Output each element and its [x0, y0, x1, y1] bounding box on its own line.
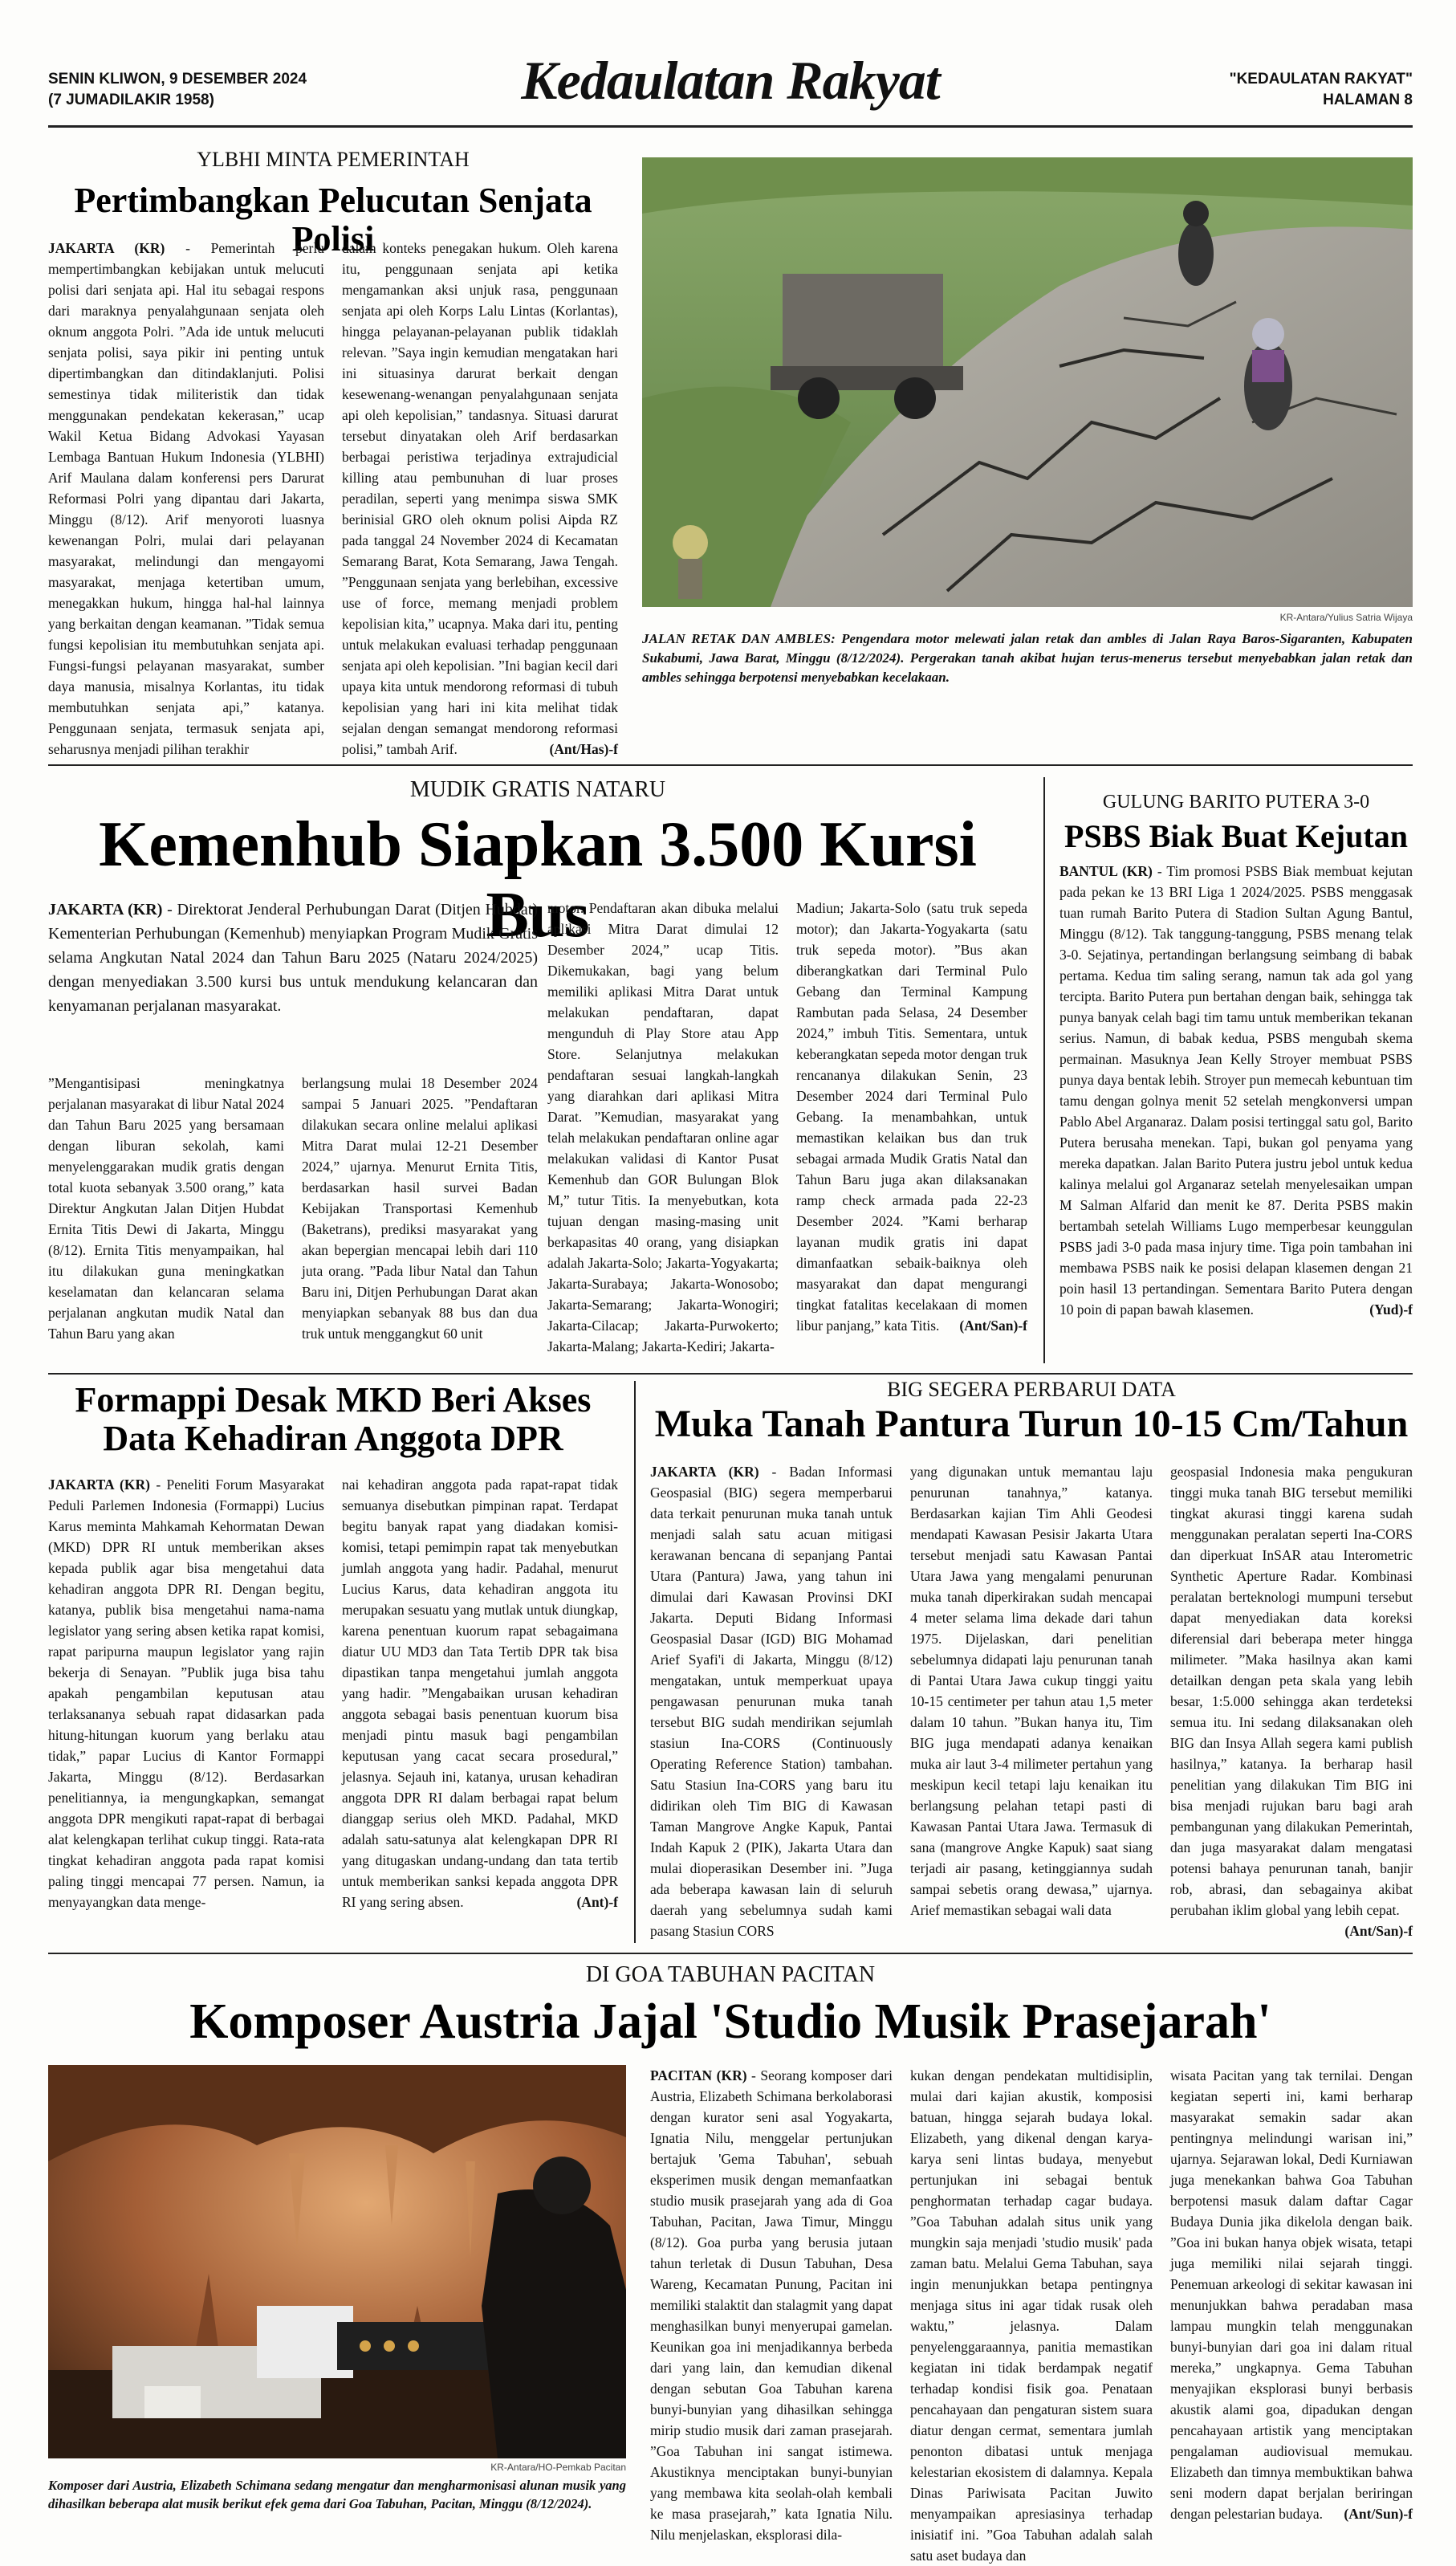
story2-body-right: [547, 898, 1027, 1363]
story6-col2-text: kukan dengan pendekatan multidisiplin, mulai dari kajian akustik, komposisi batuan, hingga sejarah budaya lokal. Elizabeth, yang dikenal dengan karya-karya seni lintas budaya, menyebut pertunjukan ini sebagai bentuk penghormatan terhadap cagar budaya. ”Goa Tabuhan adalah situs unik yang mungkin saja menjadi 'studio musik' pada zaman batu. Melalui Gema Tabuhan, saya ingin menunjukkan betapa pentingnya menjaga situs ini agar tidak rusak oleh waktu,” jelasnya. Dalam penyelenggaraannya, panitia memastikan kegiatan ini tidak berdampak negatif terhadap kondisi fisik goa. Penataan pencahayaan dan pengaturan sistem suara diatur dengan cermat, sementara jumlah penonton dibatasi untuk menjaga kelestarian ekosistem di dalamnya. Kepala Dinas Pariwisata Pacitan Juwito menyampaikan apresiasinya terhadap inisiatif ini. ”Goa Tabuhan adalah salah satu aset budaya dan: [910, 2067, 1153, 2564]
story1-col1: [48, 238, 324, 757]
story6-col3-text: wisata Pacitan yang tak ternilai. Dengan kegiatan seperti ini, kami berharap masyarakat semakin sadar akan pentingnya melindungi warisan ini,” ujarnya. Sejarawan lokal, Dedi Kurniawan juga menekankan bahwa Goa Tabuhan berpotensi masuk dalam daftar Cagar Budaya Dunia jika dikelola dengan baik. ”Goa ini bukan hanya objek wisata, tetapi juga memiliki nilai sejarah tinggi. Penemuan arkeologi di sekitar kawasan ini menunjukkan bahwa peradaban masa lampau mungkin telah menggunakan bunyi-bunyian dari goa ini dalam ritual mereka,” ungkapnya. Gema Tabuhan menyajikan eksplorasi bunyi berbasis akustik alami goa, dipadukan dengan pencahayaan artistik yang menciptakan pengalaman audiovisual memukau. Elizabeth dan timnya membuktikan bahwa seni modern dapat berjalan beriringan dengan pelestarian budaya.: [1170, 2067, 1413, 2522]
photo1-caption-label: JALAN RETAK DAN AMBLES:: [642, 631, 836, 646]
story4-headline-line1: Formappi Desak MKD Beri Akses: [75, 1380, 592, 1419]
story6-headline: Komposer Austria Jajal 'Studio Musik Prasejarah': [189, 1994, 1271, 2049]
story4-signature: (Ant)-f: [576, 1894, 618, 1910]
story5-col3: [1170, 1461, 1413, 1940]
section-rule-2: [48, 1373, 1413, 1375]
story4-col2: [342, 1474, 618, 1938]
story1-col1-text: - Pemerintah perlu mempertimbangkan kebijakan untuk melucuti polisi dari senjata api. Hal itu sebagai respons dari maraknya penyalahgunaan senjata oleh oknum anggota Polri. ”Ada ide untuk melucuti senjata polisi, saya pikir ini penting untuk dipertimbangkan dan ditindaklanjuti. Polisi semestinya tidak militeristik dan tidak menggunakan pendekatan kekerasan,” ucap Wakil Ketua Bidang Advokasi Yayasan Lembaga Bantuan Hukum Indonesia (YLBHI) Arif Maulana dalam konferensi pers Darurat Reformasi Polri yang dipantau dari Jakarta, Minggu (8/12). Arif menyoroti luasnya kewenangan Polri, mulai dari pelayanan masyarakat, melindungi dan mengayomi masyarakat, menjaga ketertiban umum, menegakkan hukum, hingga hal-hal lainnya yang berkaitan dengan keamanan. ”Tidak semua fungsi kepolisian itu membutuhkan senjata api. Fungsi-fungsi pelayanan masyarakat, sumber daya manusia, misalnya Korlantas, itu tidak membutuhkan senjata api,” katanya. Penggunaan senjata, termasuk senjata api, seharusnya menjadi pilihan terakhir: [48, 240, 324, 757]
photo2-credit: KR-Antara/HO-Pemkab Pacitan: [490, 2462, 626, 2473]
story5-headline: Muka Tanah Pantura Turun 10-15 Cm/Tahun: [654, 1403, 1409, 1445]
story6-kicker: DI GOA TABUHAN PACITAN: [585, 1962, 876, 1987]
paper-name: "KEDAULATAN RAKYAT": [1229, 71, 1413, 88]
story2-dateline: JAKARTA (KR): [48, 901, 163, 918]
cave-concert-photo: [48, 2065, 626, 2458]
story2-lead: [48, 898, 538, 1068]
story4-col2-text: nai kehadiran anggota pada rapat-rapat tidak semuanya disebutkan pimpinan rapat. Terdapat begitu banyak rapat yang diadakan komisi-komisi, tetapi pemimpin rapat tak menyebutkan jumlah anggota yang hadir. Padahal, menurut Lucius Karus, data kehadiran anggota itu merupakan sesuatu yang mutlak untuk diungkap, karena penentuan kuorum rapat sebagaimana diatur UU MD3 dan Tata Tertib DPR tak bisa dipastikan tanpa mengetahui jumlah anggota yang hadir. ”Mengabaikan urusan kehadiran anggota sebagai basis penentuan kuorum bisa menjadi pintu masuk bagi pengambilan keputusan yang cacat secara prosedural,” jelasnya. Sejauh ini, katanya, urusan kehadiran anggota DPR RI dalam berbagai rapat belum dianggap serius oleh MKD. Padahal, MKD adalah satu-satunya alat kelengkapan DPR RI yang ditugaskan undang-undang dan tata tertib untuk memberikan sanksi kepada anggota DPR RI yang sering absen.: [342, 1476, 618, 1910]
story6-body: [650, 2065, 1413, 2564]
story5-kicker: BIG SEGERA PERBARUI DATA: [887, 1378, 1176, 1401]
story5-col2: [910, 1461, 1153, 1940]
story5-col2-text: yang digunakan untuk memantau laju penurunan tanahnya,” katanya. Berdasarkan kajian Tim Ahli Geodesi mendapati Kawasan Pesisir Jakarta Utara tersebut menjadi satu Kawasan Pantai Utara Jawa yang mengalami penurunan muka tanah diperkirakan sudah mencapai 4 meter selama lima dekade dari tahun 1975. Dijelaskan, dari penelitian sebelumnya didapati laju penurunan tanah di Pantai Utara Jawa cukup tinggi yaitu 10-15 centimeter per tahun atau 1,5 meter dalam 10 tahun. ”Bukan hanya itu, Tim BIG juga mendapati adanya kenaikan muka air laut 3-4 milimeter pertahun yang meskipun kecil tetapi laju kenaikan itu berlangsung pelahan tetapi pasti di Kawasan Pantai Utara Jawa. Termasuk di sana (mangrove Angke Kapuk) saat siang terjadi air pasang, ketinggiannya sudah sampai sebetis orang dewasa,” ujarnya. Arief memastikan sebagai wali data: [910, 1464, 1153, 1918]
story2-kicker: MUDIK GRATIS NATARU: [409, 777, 666, 802]
story1-kicker: YLBHI MINTA PEMERINTAH: [197, 148, 470, 171]
photo1-credit: KR-Antara/Yulius Satria Wijaya: [1279, 612, 1413, 623]
newspaper-logo: Kedaulatan Rakyat: [521, 50, 940, 111]
section-rule-3: [48, 1953, 1413, 1954]
section-rule-1: [48, 764, 1413, 766]
story4-col1-text: - Peneliti Forum Masyarakat Peduli Parlemen Indonesia (Formappi) Lucius Karus meminta Mahkamah Kehormatan Dewan (MKD) DPR RI untuk memberikan akses kepada publik agar bisa mengetahui data kehadiran anggota DPR RI. Dengan begitu, katanya, publik bisa mengetahui nama-nama legislator yang sering absen ketika rapat komisi, rapat paripurna maupun legislator yang rajin bekerja di Senayan. ”Publik juga bisa tahu apakah pengambilan keputusan atau terlaksananya sebuah rapat didasarkan pada hitung-hitungan kuorum yang berlaku atau tidak,” papar Lucius di Kantor Formappi Jakarta, Minggu (8/12). Berdasarkan penelitiannya, ia mengungkapkan, semangat anggota DPR mengikuti rapat-rapat di berbagai alat kelengkapan terlihat cukup tinggi. Rata-rata tingkat kehadiran anggota pada rapat komisi paling tinggi mencapai 77 persen. Namun, ia menyayangkan data menge-: [48, 1476, 324, 1910]
story4-body: [48, 1474, 618, 1938]
story2-col4-text: Madiun; Jakarta-Solo (satu truk sepeda motor); dan Jakarta-Yogyakarta (satu truk sepeda motor). ”Bus akan diberangkatkan dari Terminal Pulo Gebang dan Terminal Kampung Rambutan pada Selasa, 24 Desember 2024,” imbuh Titis. Sementara, untuk keberangkatan sepeda motor dengan truk rencananya dilakukan Senin, 23 Desember 2024 dari Terminal Pulo Gebang. Ia menambahkan, untuk memastikan kelaikan bus dan truk sebagai armada Mudik Gratis Natal dan Tahun Baru juga akan dilaksanakan ramp check armada pada 22-23 Desember 2024. ”Kami berharap layanan mudik gratis ini dapat dimanfaatkan sebaik-baiknya oleh masyarakat dan dapat mengurangi tingkat fatalitas kecelakaan di momen libur panjang,” kata Titis.: [796, 900, 1027, 1334]
story4-col1: [48, 1474, 324, 1938]
story6-signature: (Ant/Sun)-f: [1344, 2506, 1413, 2522]
story5-signature: (Ant/San)-f: [1344, 1923, 1413, 1939]
story3-headline: PSBS Biak Buat Kejutan: [1064, 818, 1408, 854]
story1-dateline: JAKARTA (KR): [48, 240, 165, 256]
cave-concert-image: [48, 2065, 626, 2458]
story3-body: [1059, 861, 1413, 1366]
story2-col2: [302, 1073, 538, 1362]
story1-body: [48, 238, 618, 757]
story2-col3: [547, 898, 779, 1363]
story6-col2: [910, 2065, 1153, 2564]
story2-body-left: [48, 1073, 538, 1362]
story1-col2-text: dalam konteks penegakan hukum. Oleh karena itu, penggunaan senjata api ketika mengamankan aksi unjuk rasa, penggunaan senjata api oleh Korps Lalu Lintas (Korlantas), hingga pelayanan-pelayanan publik tidaklah relevan. ”Saya ingin kemudian mengatakan hari ini situasinya darurat berkait dengan kesewenang-wenangan penyalahgunaan senjata api oleh kepolisian,” tandasnya. Situasi darurat tersebut dinyatakan oleh Arif berdasarkan berbagai peristiwa terjadinya extrajudicial killing atau pembunuhan di luar proses peradilan, seperti yang menimpa siswa SMK berinisial GRO oleh oknum polisi Aipda RZ pada tanggal 24 November 2024 di Kecamatan Semarang Barat, Kota Semarang, Jawa Tengah. ”Penggunaan senjata yang berlebihan, excessive use of force, memang menjadi problem kepolisian kita,” ucapnya. Maka dari itu, penting untuk melakukan evaluasi terhadap penggunaan senjata api oleh kepolisian. ”Ini bagian kecil dari upaya kita untuk mendorong reformasi di tubuh kepolisian yang hari ini kita melihat tidak sejalan dengan semangat mendorong reformasi polisi,” tambah Arif.: [342, 240, 618, 757]
photo1-caption: [642, 629, 1413, 687]
story4-headline: [48, 1381, 618, 1459]
story2-col3-text: motor. Pendaftaran akan dibuka melalui aplikasi Mitra Darat dimulai 12 Desember 2024,” ucap Titis. Dikemukakan, bagi yang belum memiliki aplikasi Mitra Darat untuk melakukan pendaftaran, dapat mengunduh di Play Store atau App Store. Selanjutnya melakukan pendaftaran sesuai langkah-langkah yang diarahkan dari aplikasi Mitra Darat. ”Kemudian, masyarakat yang telah melakukan pendaftaran online agar melakukan validasi di Kantor Pusat Kemenhub dan GOR Bulungan Blok M,” tutur Titis. Ia menyebutkan, kota tujuan dengan masing-masing unit berkapasitas 40 orang, yang disiapkan adalah Jakarta-Solo; Jakarta-Yogyakarta; Jakarta-Surabaya; Jakarta-Wonosobo; Jakarta-Semarang; Jakarta-Wonogiri; Jakarta-Cilacap; Jakarta-Purwokerto; Jakarta-Malang; Jakarta-Kediri; Jakarta-: [547, 900, 779, 1354]
photo1-caption-text: Pengendara motor melewati jalan retak dan ambles di Jalan Raya Baros-Sigaranten, Kabupaten Sukabumi, Jawa Barat, Minggu (8/12/2024). Pergerakan tanah akibat hujan terus-menerus tersebut menyebabkan jalan retak dan ambles sehingga berpotensi menyebabkan kecelakaan.: [642, 631, 1413, 685]
story3-kicker: GULUNG BARITO PUTERA 3-0: [1102, 792, 1370, 813]
page-info: [1076, 69, 1413, 111]
photo2-caption: Komposer dari Austria, Elizabeth Schimana sedang mengatur dan mengharmonisasi alunan musik yang dihasilkan beberapa alat musik berikut efek gema dari Goa Tabuhan, Pacitan, Minggu (8/12/2024).: [48, 2478, 626, 2511]
edition-date: [48, 69, 401, 111]
story3-signature: (Yud)-f: [1369, 1301, 1413, 1318]
story3-dateline: BANTUL (KR): [1059, 863, 1153, 879]
date-line: SENIN KLIWON, 9 DESEMBER 2024: [48, 71, 307, 88]
story5-col1-text: - Badan Informasi Geospasial (BIG) segera memperbarui data terkait penurunan muka tanah untuk menjadi salah satu acuan mitigasi kerawanan bencana di sepanjang Pantai Utara (Pantura) Jawa, yang tahun ini dimulai dari Kawasan Provinsi DKI Jakarta. Deputi Bidang Informasi Geospasial Dasar (IGD) BIG Mohamad Arief Syafi'i di Jakarta, Minggu (8/12) mengatakan, untuk memperkuat upaya pengawasan penurunan muka tanah tersebut BIG sudah mendirikan sejumlah stasiun Ina-CORS (Continuously Operating Reference Station) tambahan. Satu Stasiun Ina-CORS yang baru itu didirikan oleh Tim BIG di Kawasan Taman Mangrove Angke Kapuk, Pantai Indah Kapuk 2 (PIK), Jakarta Utara dan mulai dioperasikan Desember ini. ”Juga ada beberapa kawasan lain di seluruh daerah yang sebelumnya sudah kami pasang Stasiun CORS: [650, 1464, 893, 1939]
page-number: HALAMAN 8: [1323, 92, 1413, 108]
story5-dateline: JAKARTA (KR): [650, 1464, 759, 1480]
story2-signature: (Ant/San)-f: [959, 1318, 1027, 1334]
road-crack-photo: [642, 157, 1413, 607]
story2-col4: [796, 898, 1027, 1363]
story6-col1: [650, 2065, 893, 2543]
story3-col: [1059, 861, 1413, 1366]
story5-col1: [650, 1461, 893, 1940]
story4-dateline: JAKARTA (KR): [48, 1476, 150, 1493]
masthead-rule: [48, 125, 1413, 128]
story5-body: [650, 1461, 1413, 1940]
story1-signature: (Ant/Has)-f: [549, 741, 618, 757]
story3-text: - Tim promosi PSBS Biak membuat kejutan pada pekan ke 13 BRI Liga 1 2024/2025. PSBS menggasak tuan rumah Barito Putera di Stadion Sultan Agung Bantul, Minggu (8/12). Tak tanggung-tanggung, PSBS menang telak 3-0. Sejatinya, pertandingan berlangsung seimbang di babak pertama. Kedua tim saling serang, namun tak ada gol yang tercipta. Barito Putera pun bertahan dengan baik, sehingga tak punya banyak celah bagi tim tamu untuk memberikan tekanan serius. Namun, di babak kedua, PSBS mengubah skema permainan. Masuknya Jean Kelly Stroyer membuat PSBS punya daya bentak lebih. Stroyer pun memecah kebuntuan tim tamu dengan golnya menit 52 setelah mengkonversi umpan Pablo Abel Arganaraz. Dalam posisi tertinggal satu gol, Barito Putera berusaha menekan. Tapi, bukan gol penyama yang mereka dapatkan. Jalan Barito Putera justru jebol untuk kedua kalinya melalui gol Arganaraz setelah menyelesaikan umpan M Salman Alfarid dan menit ke 87. Derita PSBS makin bertambah setelah Williams Lugo memperbesar keunggulan PSBS jadi 3-0 pada masa injury time. Tiga poin tambahan ini membawa PSBS naik ke posisi delapan klasemen dengan 21 poin hasil 13 pertandingan. Sementara Barito Putera dengan 10 poin di papan bawah klasemen.: [1059, 863, 1413, 1318]
hijri-date-line: (7 JUMADILAKIR 1958): [48, 92, 214, 108]
story6-col1-text: - Seorang komposer dari Austria, Elizabeth Schimana berkolaborasi dengan kurator seni asal Yogyakarta, Ignatia Nilu, menggelar pertunjukan bertajuk 'Gema Tabuhan', sebuah eksperimen musik dengan memanfaatkan studio musik prasejarah yang ada di Goa Tabuhan, Pacitan, Jawa Timur, Minggu (8/12). Goa purba yang berusia jutaan tahun terletak di Dusun Tabuhan, Desa Wareng, Kecamatan Punung, Pacitan ini memiliki stalaktit dan stalagmit yang dapat menghasilkan bunyi menyerupai gamelan. Keunikan goa ini menjadikannya berbeda dari yang lain, dan kemudian dikenal dengan sebutan Goa Tabuhan karena bunyi-bunyian yang dihasilkan sehingga mirip studio musik dari zaman prasejarah. ”Goa Tabuhan ini sangat istimewa. Akustiknya menciptakan bunyi-bunyian yang membawa kita seolah-olah kembali ke masa prasejarah,” kata Ignatia Nilu. Nilu menjelaskan, eksplorasi dila-: [650, 2067, 893, 2543]
story6-col3: [1170, 2065, 1413, 2539]
story2-col2-text: berlangsung mulai 18 Desember 2024 sampai 5 Januari 2025. ”Pendaftaran dilakukan secara online melalui aplikasi Mitra Darat mulai 12-21 Desember 2024,” ujarnya. Menurut Ernita Titis, berdasarkan hasil survei Badan Kebijakan Transportasi Kemenhub (Baketrans), prediksi masyarakat yang akan bepergian mencapai lebih dari 110 juta orang. ”Pada libur Natal dan Tahun Baru ini, Ditjen Perhubungan Darat akan menyiapkan sebanyak 88 bus dan dua truk untuk menggangkut 60 unit: [302, 1075, 538, 1342]
story2-lead-text: - Direktorat Jenderal Perhubungan Darat (Ditjen Hubdat) Kementerian Perhubungan (Kemenhub) menyiapkan Program Mudik Gratis selama Angkutan Natal 2024 dan Tahun Baru 2025 (Nataru 2024/2025) dengan menyediakan 3.500 kursi bus untuk mendukung kelancaran dan kenyamanan perjalanan masyarakat.: [48, 901, 539, 1015]
story4-headline-line2: Data Kehadiran Anggota DPR: [103, 1419, 563, 1459]
story2-headline: Kemenhub Siapkan 3.500 Kursi Bus: [99, 809, 977, 951]
story1-col2: [342, 238, 618, 757]
vertical-rule-2: [634, 1381, 636, 1943]
story6-dateline: PACITAN (KR): [650, 2067, 747, 2083]
story2-col1: [48, 1073, 284, 1362]
story1-headline: Pertimbangkan Pelucutan Senjata Polisi: [74, 181, 592, 259]
road-crack-image: [642, 157, 1413, 607]
vertical-rule-1: [1043, 777, 1045, 1363]
story5-col3-text: geospasial Indonesia maka pengukuran tinggi muka tanah BIG tersebut memiliki tingkat akurasi tinggi karena sudah menggunakan peralatan seperti Ina-CORS dan diperkuat InSAR atau Interometric Synthetic Aperture Radar. Kombinasi peralatan berteknologi mumpuni tersebut dapat menyediakan data koreksi diferensial dari beberapa meter hingga milimeter. ”Maka hasilnya akan kami detailkan dengan peta skala yang lebih besar, 1:5.000 sehingga akan terdeteksi semua itu. Ini sedang dilaksanakan oleh BIG dan Insya Allah segera kami publish hasilnya,” katanya. Ia berharap hasil penelitian yang dilakukan Tim BIG ini bisa menjadi rujukan baru bagi arah pembangunan yang dilakukan Pemerintah, dan juga masyarakat dalam mengatasi potensi bahaya penurunan tanah, banjir rob, abrasi, dan sebagainya akibat perubahan iklim global yang lebih cepat.: [1170, 1464, 1413, 1918]
story2-col1-text: ”Mengantisipasi meningkatnya perjalanan masyarakat di libur Natal 2024 dan Tahun Baru 2025 yang bersamaan dengan liburan sekolah, kami menyelenggarakan mudik gratis dengan total kuota sebanyak 3.500 orang,” kata Direktur Angkutan Jalan Ditjen Hubdat Ernita Titis Dewi di Jakarta, Minggu (8/12). Ernita Titis menyampaikan, hal itu dilakukan guna meningkatkan keselamatan dan kelancaran selama perjalanan angkutan mudik Natal dan Tahun Baru yang akan: [48, 1075, 284, 1342]
